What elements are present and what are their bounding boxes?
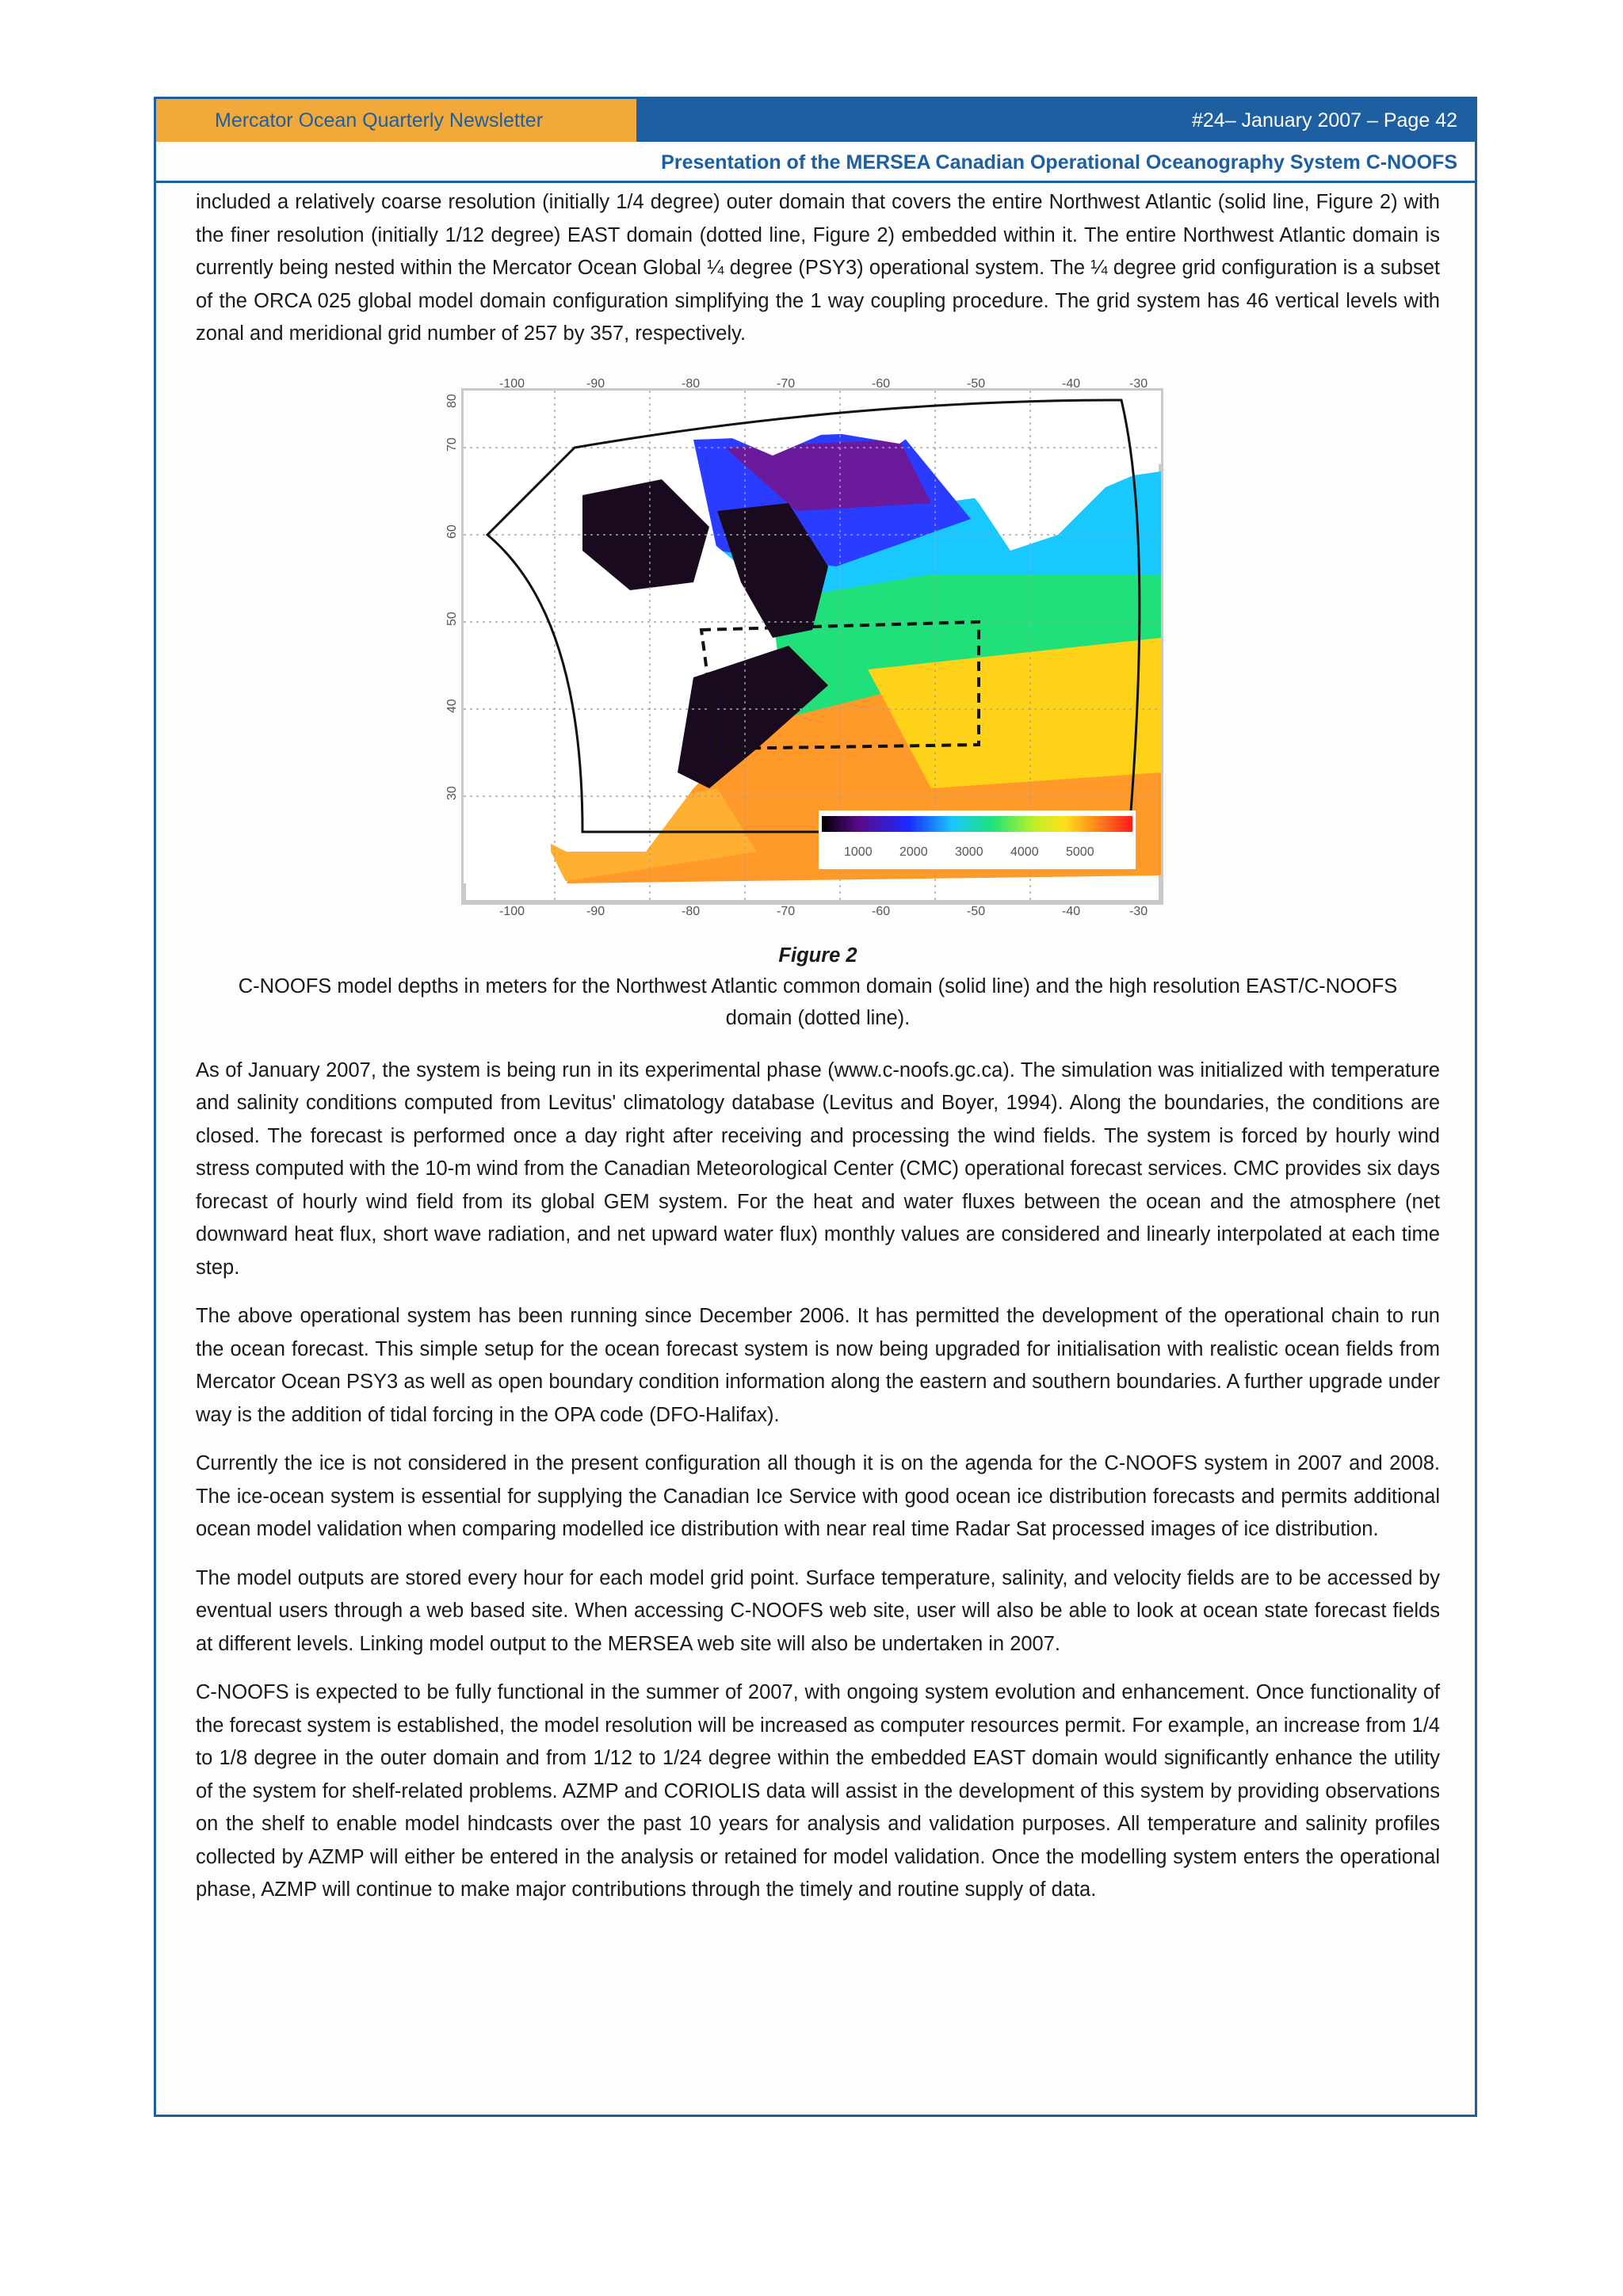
page-frame: [154, 97, 1477, 2117]
paragraph: included a relatively coarse resolution (initially 1/4 degree) outer domain that covers the entire Northwest Atlantic (solid line, Figure 2) with the finer resolution (initially 1/12 degree) EAST domain (dotted line, Figure 2) embedded within it. The entire Northwest Atlantic domain is currently being nested within the Mercator Ocean Global ¼ degree (PSY3) operational system. The ¼ degree grid configuration is a subset of the ORCA 025 global model domain configuration simplifying the 1 way coupling procedure. The grid system has 46 vertical levels with zonal and meridional grid number of 257 by 357, respectively.: [196, 191, 1440, 345]
figure-2-map: [445, 376, 1169, 918]
colorbar-label: 4000: [1010, 845, 1039, 859]
lon-label: -30: [1129, 904, 1148, 918]
newsletter-header: [156, 99, 1475, 142]
paragraph: Currently the ice is not considered in the present configuration all though it is on the agenda for the C-NOOFS system in 2007 and 2008. The ice-ocean system is essential for supplying the Canadian Ice Service with good ocean ice distribution forecasts and permits additional ocean model validation when comparing modelled ice distribution with near real time Radar Sat processed images of ice distribution.: [196, 1452, 1440, 1540]
lon-labels-bottom: [499, 905, 1148, 918]
article-subtitle: Presentation of the MERSEA Canadian Operational Oceanography System C-NOOFS: [156, 142, 1475, 183]
lon-label: -100: [499, 376, 525, 391]
issue-page-label: #24– January 2007 – Page 42: [636, 99, 1475, 142]
lon-label: -80: [682, 904, 701, 918]
paragraph: As of January 2007, the system is being run in its experimental phase (www.c-noofs.gc.ca). The simulation was initialized with temperature and salinity conditions computed from Levitus' climatology database (Levitus and Boyer, 1994). Along the boundaries, the conditions are closed. The forecast is performed once a day right after receiving and processing the wind fields. The system is forced by hourly wind stress computed with the 10-m wind from the Canadian Meteorological Center (CMC) operational forecast services. CMC provides six days forecast of hourly wind field from its global GEM system. For the heat and water fluxes between the ocean and the atmosphere (net downward heat flux, short wave radiation, and net upward water flux) monthly values are considered and linearly interpolated at each time step.: [196, 1058, 1440, 1279]
article-body: [196, 186, 1440, 1923]
depth-map-svg: [445, 376, 1169, 918]
lat-label: 80: [445, 393, 459, 408]
paragraph: The above operational system has been running since December 2006. It has permitted the development of the operational chain to run the ocean forecast. This simple setup for the ocean forecast system is now being upgraded for initialisation with realistic ocean fields from Mercator Ocean PSY3 as well as open boundary condition information along the eastern and southern boundaries. A further upgrade under way is the addition of tidal forcing in the OPA code (DFO-Halifax).: [196, 1305, 1440, 1426]
lat-label: 60: [445, 524, 459, 539]
lon-label: -50: [967, 376, 986, 391]
paragraph: C-NOOFS is expected to be fully functional in the summer of 2007, with ongoing system evolution and enhancement. Once functionality of the forecast system is established, the model resolution will be increased as computer resources permit. For example, an increase from 1/4 to 1/8 degree in the outer domain and from 1/12 to 1/24 degree within the embedded EAST domain would significantly enhance the utility of the system for shelf-related problems. AZMP and CORIOLIS data will assist in the development of this system by providing observations on the shelf to enable model hindcasts over the past 10 years for analysis and validation purposes. All temperature and salinity profiles collected by AZMP will either be entered in the analysis or retained for model validation. Once the modelling system enters the operational phase, AZMP will continue to make major contributions through the timely and routine supply of data.: [196, 1681, 1440, 1901]
lat-label: 40: [445, 698, 459, 713]
lon-label: -40: [1062, 904, 1081, 918]
lat-labels: [445, 394, 459, 800]
colorbar-label: 5000: [1066, 845, 1094, 859]
lon-label: -60: [872, 904, 891, 918]
lon-label: -100: [499, 904, 525, 918]
colorbar-label: 2000: [899, 845, 928, 859]
figure-title: Figure 2: [778, 944, 857, 967]
colorbar-label: 3000: [955, 845, 983, 859]
figure-caption: C-NOOFS model depths in meters for the Northwest Atlantic common domain (solid line) and the high resolution EAST/C-NOOFS domain (dotted line).: [238, 974, 1398, 1029]
lon-label: -40: [1062, 376, 1081, 391]
lon-label: -70: [777, 376, 796, 391]
lon-label: -90: [586, 904, 605, 918]
lon-label: -90: [586, 376, 605, 391]
lat-label: 30: [445, 785, 459, 800]
lon-label: -80: [682, 376, 701, 391]
lon-label: -50: [967, 904, 986, 918]
colorbar-label: 1000: [844, 845, 873, 859]
lon-label: -70: [777, 904, 796, 918]
lat-label: 70: [445, 437, 459, 452]
colorbar: [822, 816, 1132, 832]
lat-label: 50: [445, 611, 459, 626]
paragraph: The model outputs are stored every hour for each model grid point. Surface temperature, salinity, and velocity fields are to be accessed by eventual users through a web based site. When accessing C-NOOFS web site, user will also be able to look at ocean state forecast fields at different levels. Linking model output to the MERSEA web site will also be undertaken in 2007.: [196, 1566, 1440, 1655]
lon-label: -30: [1129, 376, 1148, 391]
lon-label: -60: [872, 376, 891, 391]
newsletter-name: Mercator Ocean Quarterly Newsletter: [156, 99, 636, 142]
